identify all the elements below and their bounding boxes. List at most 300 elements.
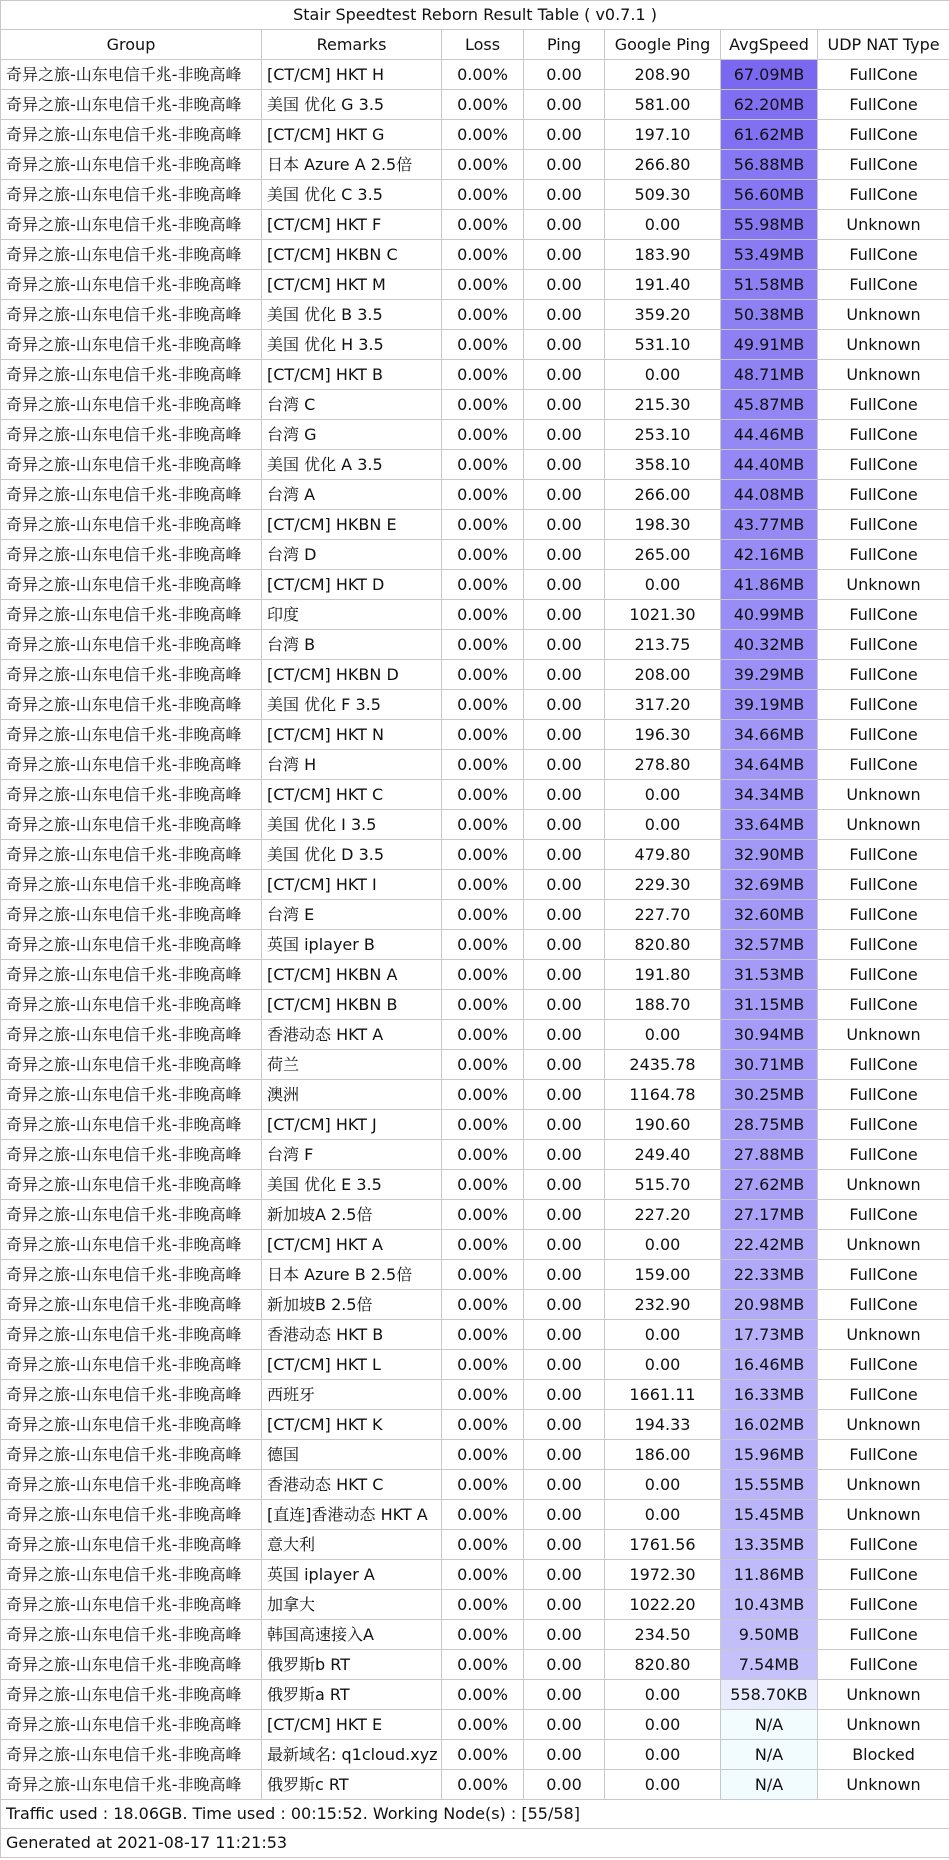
ping-cell: 0.00	[524, 1320, 605, 1350]
ping-cell: 0.00	[524, 450, 605, 480]
udp-nat-type-cell: FullCone	[818, 720, 949, 750]
avg-speed-cell: 16.46MB	[721, 1350, 818, 1380]
udp-nat-type-cell: Blocked	[818, 1740, 949, 1770]
group-cell: 奇异之旅-山东电信千兆-非晚高峰	[1, 720, 262, 750]
google-ping-cell: 249.40	[605, 1140, 721, 1170]
group-cell: 奇异之旅-山东电信千兆-非晚高峰	[1, 90, 262, 120]
remarks-cell: [CT/CM] HKT K	[262, 1410, 442, 1440]
ping-cell: 0.00	[524, 870, 605, 900]
udp-nat-type-cell: FullCone	[818, 870, 949, 900]
google-ping-cell: 1021.30	[605, 600, 721, 630]
remarks-cell: 美国 优化 B 3.5	[262, 300, 442, 330]
ping-cell: 0.00	[524, 390, 605, 420]
loss-cell: 0.00%	[442, 870, 524, 900]
table-row	[1, 720, 949, 750]
remarks-cell: 英国 iplayer B	[262, 930, 442, 960]
table-row	[1, 990, 949, 1020]
group-cell: 奇异之旅-山东电信千兆-非晚高峰	[1, 120, 262, 150]
loss-cell: 0.00%	[442, 210, 524, 240]
group-cell: 奇异之旅-山东电信千兆-非晚高峰	[1, 150, 262, 180]
google-ping-cell: 265.00	[605, 540, 721, 570]
avg-speed-cell: 45.87MB	[721, 390, 818, 420]
ping-cell: 0.00	[524, 1620, 605, 1650]
group-cell: 奇异之旅-山东电信千兆-非晚高峰	[1, 1620, 262, 1650]
table-row	[1, 60, 949, 90]
loss-cell: 0.00%	[442, 1170, 524, 1200]
group-cell: 奇异之旅-山东电信千兆-非晚高峰	[1, 1080, 262, 1110]
udp-nat-type-cell: FullCone	[818, 840, 949, 870]
google-ping-cell: 0.00	[605, 360, 721, 390]
udp-nat-type-cell: Unknown	[818, 1710, 949, 1740]
remarks-cell: 俄罗斯a RT	[262, 1680, 442, 1710]
avg-speed-cell: 30.71MB	[721, 1050, 818, 1080]
google-ping-cell: 208.90	[605, 60, 721, 90]
udp-nat-type-cell: FullCone	[818, 1440, 949, 1470]
ping-cell: 0.00	[524, 1740, 605, 1770]
group-cell: 奇异之旅-山东电信千兆-非晚高峰	[1, 630, 262, 660]
remarks-cell: 加拿大	[262, 1590, 442, 1620]
loss-cell: 0.00%	[442, 240, 524, 270]
ping-cell: 0.00	[524, 1140, 605, 1170]
avg-speed-cell: 32.57MB	[721, 930, 818, 960]
table-row	[1, 900, 949, 930]
ping-cell: 0.00	[524, 1590, 605, 1620]
udp-nat-type-cell: FullCone	[818, 1110, 949, 1140]
ping-cell: 0.00	[524, 1650, 605, 1680]
udp-nat-type-cell: FullCone	[818, 420, 949, 450]
avg-speed-cell: 44.08MB	[721, 480, 818, 510]
group-cell: 奇异之旅-山东电信千兆-非晚高峰	[1, 1110, 262, 1140]
traffic-summary: Traffic used : 18.06GB. Time used : 00:15:52. Working Node(s) : [55/58]	[1, 1800, 949, 1829]
group-cell: 奇异之旅-山东电信千兆-非晚高峰	[1, 1710, 262, 1740]
table-row	[1, 1050, 949, 1080]
table-row	[1, 840, 949, 870]
loss-cell: 0.00%	[442, 1620, 524, 1650]
table-row	[1, 540, 949, 570]
avg-speed-cell: 44.46MB	[721, 420, 818, 450]
table-row	[1, 90, 949, 120]
table-row	[1, 1560, 949, 1590]
udp-nat-type-cell: Unknown	[818, 810, 949, 840]
avg-speed-cell: 28.75MB	[721, 1110, 818, 1140]
google-ping-cell: 0.00	[605, 1770, 721, 1800]
udp-nat-type-cell: FullCone	[818, 1530, 949, 1560]
ping-cell: 0.00	[524, 90, 605, 120]
udp-nat-type-cell: FullCone	[818, 690, 949, 720]
udp-nat-type-cell: FullCone	[818, 930, 949, 960]
loss-cell: 0.00%	[442, 840, 524, 870]
ping-cell: 0.00	[524, 900, 605, 930]
remarks-cell: 新加坡A 2.5倍	[262, 1200, 442, 1230]
ping-cell: 0.00	[524, 300, 605, 330]
avg-speed-cell: 20.98MB	[721, 1290, 818, 1320]
ping-cell: 0.00	[524, 1470, 605, 1500]
remarks-cell: 台湾 D	[262, 540, 442, 570]
table-row	[1, 690, 949, 720]
ping-cell: 0.00	[524, 180, 605, 210]
loss-cell: 0.00%	[442, 960, 524, 990]
remarks-cell: 最新域名: q1cloud.xyz	[262, 1740, 442, 1770]
ping-cell: 0.00	[524, 1380, 605, 1410]
group-cell: 奇异之旅-山东电信千兆-非晚高峰	[1, 930, 262, 960]
udp-nat-type-cell: FullCone	[818, 1260, 949, 1290]
remarks-cell: [CT/CM] HKT N	[262, 720, 442, 750]
table-row	[1, 750, 949, 780]
google-ping-cell: 0.00	[605, 1230, 721, 1260]
google-ping-cell: 0.00	[605, 780, 721, 810]
avg-speed-cell: 56.60MB	[721, 180, 818, 210]
avg-speed-cell: 22.42MB	[721, 1230, 818, 1260]
remarks-cell: [CT/CM] HKT G	[262, 120, 442, 150]
group-cell: 奇异之旅-山东电信千兆-非晚高峰	[1, 300, 262, 330]
group-cell: 奇异之旅-山东电信千兆-非晚高峰	[1, 900, 262, 930]
remarks-cell: [CT/CM] HKBN C	[262, 240, 442, 270]
remarks-cell: 俄罗斯c RT	[262, 1770, 442, 1800]
table-row	[1, 1080, 949, 1110]
table-row	[1, 810, 949, 840]
avg-speed-cell: 51.58MB	[721, 270, 818, 300]
avg-speed-cell: 55.98MB	[721, 210, 818, 240]
ping-cell: 0.00	[524, 1200, 605, 1230]
remarks-cell: [CT/CM] HKT B	[262, 360, 442, 390]
group-cell: 奇异之旅-山东电信千兆-非晚高峰	[1, 960, 262, 990]
loss-cell: 0.00%	[442, 1080, 524, 1110]
remarks-cell: 新加坡B 2.5倍	[262, 1290, 442, 1320]
google-ping-cell: 197.10	[605, 120, 721, 150]
udp-nat-type-cell: FullCone	[818, 390, 949, 420]
remarks-cell: [CT/CM] HKT H	[262, 60, 442, 90]
remarks-cell: 台湾 C	[262, 390, 442, 420]
table-row	[1, 630, 949, 660]
google-ping-cell: 0.00	[605, 1470, 721, 1500]
table-row	[1, 1500, 949, 1530]
ping-cell: 0.00	[524, 690, 605, 720]
udp-nat-type-cell: FullCone	[818, 600, 949, 630]
ping-cell: 0.00	[524, 1440, 605, 1470]
remarks-cell: 香港动态 HKT C	[262, 1470, 442, 1500]
ping-cell: 0.00	[524, 60, 605, 90]
avg-speed-cell: 39.29MB	[721, 660, 818, 690]
loss-cell: 0.00%	[442, 1770, 524, 1800]
remarks-cell: 美国 优化 I 3.5	[262, 810, 442, 840]
google-ping-cell: 191.40	[605, 270, 721, 300]
avg-speed-cell: 43.77MB	[721, 510, 818, 540]
loss-cell: 0.00%	[442, 1410, 524, 1440]
udp-nat-type-cell: Unknown	[818, 1170, 949, 1200]
loss-cell: 0.00%	[442, 540, 524, 570]
group-cell: 奇异之旅-山东电信千兆-非晚高峰	[1, 1350, 262, 1380]
remarks-cell: 美国 优化 F 3.5	[262, 690, 442, 720]
group-cell: 奇异之旅-山东电信千兆-非晚高峰	[1, 450, 262, 480]
remarks-cell: 香港动态 HKT B	[262, 1320, 442, 1350]
group-cell: 奇异之旅-山东电信千兆-非晚高峰	[1, 750, 262, 780]
ping-cell: 0.00	[524, 1680, 605, 1710]
avg-speed-cell: 48.71MB	[721, 360, 818, 390]
group-cell: 奇异之旅-山东电信千兆-非晚高峰	[1, 1200, 262, 1230]
table-row	[1, 120, 949, 150]
udp-nat-type-cell: Unknown	[818, 1320, 949, 1350]
udp-nat-type-cell: FullCone	[818, 450, 949, 480]
remarks-cell: 美国 优化 C 3.5	[262, 180, 442, 210]
google-ping-cell: 215.30	[605, 390, 721, 420]
avg-speed-cell: 53.49MB	[721, 240, 818, 270]
avg-speed-cell: 16.33MB	[721, 1380, 818, 1410]
google-ping-cell: 266.00	[605, 480, 721, 510]
udp-nat-type-cell: FullCone	[818, 1200, 949, 1230]
udp-nat-type-cell: FullCone	[818, 660, 949, 690]
udp-nat-type-cell: FullCone	[818, 510, 949, 540]
ping-cell: 0.00	[524, 1710, 605, 1740]
remarks-cell: 台湾 B	[262, 630, 442, 660]
avg-speed-cell: 558.70KB	[721, 1680, 818, 1710]
table-row	[1, 270, 949, 300]
avg-speed-cell: 32.69MB	[721, 870, 818, 900]
google-ping-cell: 0.00	[605, 1500, 721, 1530]
avg-speed-cell: 34.66MB	[721, 720, 818, 750]
remarks-cell: [CT/CM] HKBN A	[262, 960, 442, 990]
group-cell: 奇异之旅-山东电信千兆-非晚高峰	[1, 1770, 262, 1800]
loss-cell: 0.00%	[442, 570, 524, 600]
group-cell: 奇异之旅-山东电信千兆-非晚高峰	[1, 1020, 262, 1050]
avg-speed-cell: 10.43MB	[721, 1590, 818, 1620]
table-row	[1, 1320, 949, 1350]
remarks-cell: 日本 Azure A 2.5倍	[262, 150, 442, 180]
group-cell: 奇异之旅-山东电信千兆-非晚高峰	[1, 480, 262, 510]
avg-speed-cell: 62.20MB	[721, 90, 818, 120]
ping-cell: 0.00	[524, 1260, 605, 1290]
ping-cell: 0.00	[524, 150, 605, 180]
loss-cell: 0.00%	[442, 1020, 524, 1050]
ping-cell: 0.00	[524, 1560, 605, 1590]
avg-speed-cell: 34.34MB	[721, 780, 818, 810]
google-ping-cell: 359.20	[605, 300, 721, 330]
table-row	[1, 960, 949, 990]
group-cell: 奇异之旅-山东电信千兆-非晚高峰	[1, 1170, 262, 1200]
ping-cell: 0.00	[524, 990, 605, 1020]
avg-speed-cell: N/A	[721, 1770, 818, 1800]
table-body	[1, 60, 949, 1800]
ping-cell: 0.00	[524, 1410, 605, 1440]
avg-speed-cell: 40.99MB	[721, 600, 818, 630]
avg-speed-cell: 17.73MB	[721, 1320, 818, 1350]
avg-speed-cell: 27.17MB	[721, 1200, 818, 1230]
group-cell: 奇异之旅-山东电信千兆-非晚高峰	[1, 420, 262, 450]
udp-nat-type-cell: FullCone	[818, 1380, 949, 1410]
table-row	[1, 150, 949, 180]
table-row	[1, 1680, 949, 1710]
remarks-cell: 韩国高速接入A	[262, 1620, 442, 1650]
udp-nat-type-cell: FullCone	[818, 1350, 949, 1380]
loss-cell: 0.00%	[442, 1740, 524, 1770]
ping-cell: 0.00	[524, 1050, 605, 1080]
loss-cell: 0.00%	[442, 1380, 524, 1410]
google-ping-cell: 227.20	[605, 1200, 721, 1230]
google-ping-cell: 0.00	[605, 210, 721, 240]
remarks-cell: 日本 Azure B 2.5倍	[262, 1260, 442, 1290]
ping-cell: 0.00	[524, 420, 605, 450]
remarks-cell: [CT/CM] HKT L	[262, 1350, 442, 1380]
google-ping-cell: 190.60	[605, 1110, 721, 1140]
google-ping-cell: 1164.78	[605, 1080, 721, 1110]
group-cell: 奇异之旅-山东电信千兆-非晚高峰	[1, 180, 262, 210]
group-cell: 奇异之旅-山东电信千兆-非晚高峰	[1, 1380, 262, 1410]
ping-cell: 0.00	[524, 780, 605, 810]
udp-nat-type-cell: FullCone	[818, 960, 949, 990]
google-ping-cell: 358.10	[605, 450, 721, 480]
table-row	[1, 390, 949, 420]
loss-cell: 0.00%	[442, 270, 524, 300]
google-ping-cell: 266.80	[605, 150, 721, 180]
google-ping-cell: 0.00	[605, 1710, 721, 1740]
table-row	[1, 930, 949, 960]
ping-cell: 0.00	[524, 1290, 605, 1320]
header-remarks: Remarks	[262, 30, 442, 60]
traffic-row	[1, 1800, 949, 1829]
remarks-cell: 荷兰	[262, 1050, 442, 1080]
udp-nat-type-cell: Unknown	[818, 1020, 949, 1050]
loss-cell: 0.00%	[442, 1440, 524, 1470]
table-row	[1, 1620, 949, 1650]
remarks-cell: [CT/CM] HKBN B	[262, 990, 442, 1020]
remarks-cell: 台湾 G	[262, 420, 442, 450]
remarks-cell: [CT/CM] HKT D	[262, 570, 442, 600]
google-ping-cell: 183.90	[605, 240, 721, 270]
avg-speed-cell: 27.88MB	[721, 1140, 818, 1170]
google-ping-cell: 194.33	[605, 1410, 721, 1440]
ping-cell: 0.00	[524, 840, 605, 870]
udp-nat-type-cell: FullCone	[818, 120, 949, 150]
group-cell: 奇异之旅-山东电信千兆-非晚高峰	[1, 1050, 262, 1080]
group-cell: 奇异之旅-山东电信千兆-非晚高峰	[1, 840, 262, 870]
table-row	[1, 240, 949, 270]
ping-cell: 0.00	[524, 930, 605, 960]
loss-cell: 0.00%	[442, 150, 524, 180]
google-ping-cell: 253.10	[605, 420, 721, 450]
google-ping-cell: 820.80	[605, 1650, 721, 1680]
table-row	[1, 780, 949, 810]
udp-nat-type-cell: Unknown	[818, 300, 949, 330]
google-ping-cell: 198.30	[605, 510, 721, 540]
table-row	[1, 1200, 949, 1230]
group-cell: 奇异之旅-山东电信千兆-非晚高峰	[1, 1230, 262, 1260]
group-cell: 奇异之旅-山东电信千兆-非晚高峰	[1, 1320, 262, 1350]
udp-nat-type-cell: FullCone	[818, 630, 949, 660]
table-row	[1, 1260, 949, 1290]
udp-nat-type-cell: Unknown	[818, 210, 949, 240]
group-cell: 奇异之旅-山东电信千兆-非晚高峰	[1, 1260, 262, 1290]
udp-nat-type-cell: Unknown	[818, 1680, 949, 1710]
udp-nat-type-cell: FullCone	[818, 900, 949, 930]
udp-nat-type-cell: FullCone	[818, 1590, 949, 1620]
remarks-cell: 俄罗斯b RT	[262, 1650, 442, 1680]
table-row	[1, 1110, 949, 1140]
google-ping-cell: 0.00	[605, 1680, 721, 1710]
avg-speed-cell: 56.88MB	[721, 150, 818, 180]
google-ping-cell: 0.00	[605, 570, 721, 600]
header-google-ping: Google Ping	[605, 30, 721, 60]
remarks-cell: 西班牙	[262, 1380, 442, 1410]
table-row	[1, 1530, 949, 1560]
google-ping-cell: 278.80	[605, 750, 721, 780]
loss-cell: 0.00%	[442, 750, 524, 780]
ping-cell: 0.00	[524, 1500, 605, 1530]
avg-speed-cell: 31.15MB	[721, 990, 818, 1020]
ping-cell: 0.00	[524, 480, 605, 510]
ping-cell: 0.00	[524, 570, 605, 600]
google-ping-cell: 188.70	[605, 990, 721, 1020]
group-cell: 奇异之旅-山东电信千兆-非晚高峰	[1, 270, 262, 300]
loss-cell: 0.00%	[442, 1140, 524, 1170]
loss-cell: 0.00%	[442, 1050, 524, 1080]
group-cell: 奇异之旅-山东电信千兆-非晚高峰	[1, 1530, 262, 1560]
udp-nat-type-cell: FullCone	[818, 1080, 949, 1110]
ping-cell: 0.00	[524, 960, 605, 990]
remarks-cell: 美国 优化 E 3.5	[262, 1170, 442, 1200]
group-cell: 奇异之旅-山东电信千兆-非晚高峰	[1, 1470, 262, 1500]
google-ping-cell: 234.50	[605, 1620, 721, 1650]
remarks-cell: [直连]香港动态 HKT A	[262, 1500, 442, 1530]
avg-speed-cell: 9.50MB	[721, 1620, 818, 1650]
loss-cell: 0.00%	[442, 1110, 524, 1140]
loss-cell: 0.00%	[442, 120, 524, 150]
loss-cell: 0.00%	[442, 420, 524, 450]
group-cell: 奇异之旅-山东电信千兆-非晚高峰	[1, 390, 262, 420]
google-ping-cell: 213.75	[605, 630, 721, 660]
table-row	[1, 450, 949, 480]
google-ping-cell: 531.10	[605, 330, 721, 360]
loss-cell: 0.00%	[442, 1230, 524, 1260]
loss-cell: 0.00%	[442, 450, 524, 480]
remarks-cell: [CT/CM] HKT J	[262, 1110, 442, 1140]
avg-speed-cell: 7.54MB	[721, 1650, 818, 1680]
group-cell: 奇异之旅-山东电信千兆-非晚高峰	[1, 1680, 262, 1710]
avg-speed-cell: 22.33MB	[721, 1260, 818, 1290]
group-cell: 奇异之旅-山东电信千兆-非晚高峰	[1, 360, 262, 390]
ping-cell: 0.00	[524, 1530, 605, 1560]
loss-cell: 0.00%	[442, 60, 524, 90]
avg-speed-cell: 15.96MB	[721, 1440, 818, 1470]
avg-speed-cell: 32.60MB	[721, 900, 818, 930]
google-ping-cell: 1661.11	[605, 1380, 721, 1410]
avg-speed-cell: 31.53MB	[721, 960, 818, 990]
group-cell: 奇异之旅-山东电信千兆-非晚高峰	[1, 330, 262, 360]
table-row	[1, 210, 949, 240]
loss-cell: 0.00%	[442, 390, 524, 420]
avg-speed-cell: 30.25MB	[721, 1080, 818, 1110]
table-row	[1, 360, 949, 390]
udp-nat-type-cell: Unknown	[818, 780, 949, 810]
group-cell: 奇异之旅-山东电信千兆-非晚高峰	[1, 570, 262, 600]
group-cell: 奇异之旅-山东电信千兆-非晚高峰	[1, 810, 262, 840]
group-cell: 奇异之旅-山东电信千兆-非晚高峰	[1, 510, 262, 540]
google-ping-cell: 1022.20	[605, 1590, 721, 1620]
generated-row	[1, 1829, 949, 1858]
avg-speed-cell: 30.94MB	[721, 1020, 818, 1050]
udp-nat-type-cell: FullCone	[818, 270, 949, 300]
remarks-cell: 台湾 F	[262, 1140, 442, 1170]
google-ping-cell: 196.30	[605, 720, 721, 750]
table-row	[1, 180, 949, 210]
group-cell: 奇异之旅-山东电信千兆-非晚高峰	[1, 990, 262, 1020]
remarks-cell: [CT/CM] HKT E	[262, 1710, 442, 1740]
udp-nat-type-cell: FullCone	[818, 180, 949, 210]
loss-cell: 0.00%	[442, 930, 524, 960]
table-row	[1, 1650, 949, 1680]
loss-cell: 0.00%	[442, 1470, 524, 1500]
avg-speed-cell: 39.19MB	[721, 690, 818, 720]
table-row	[1, 1410, 949, 1440]
loss-cell: 0.00%	[442, 1500, 524, 1530]
